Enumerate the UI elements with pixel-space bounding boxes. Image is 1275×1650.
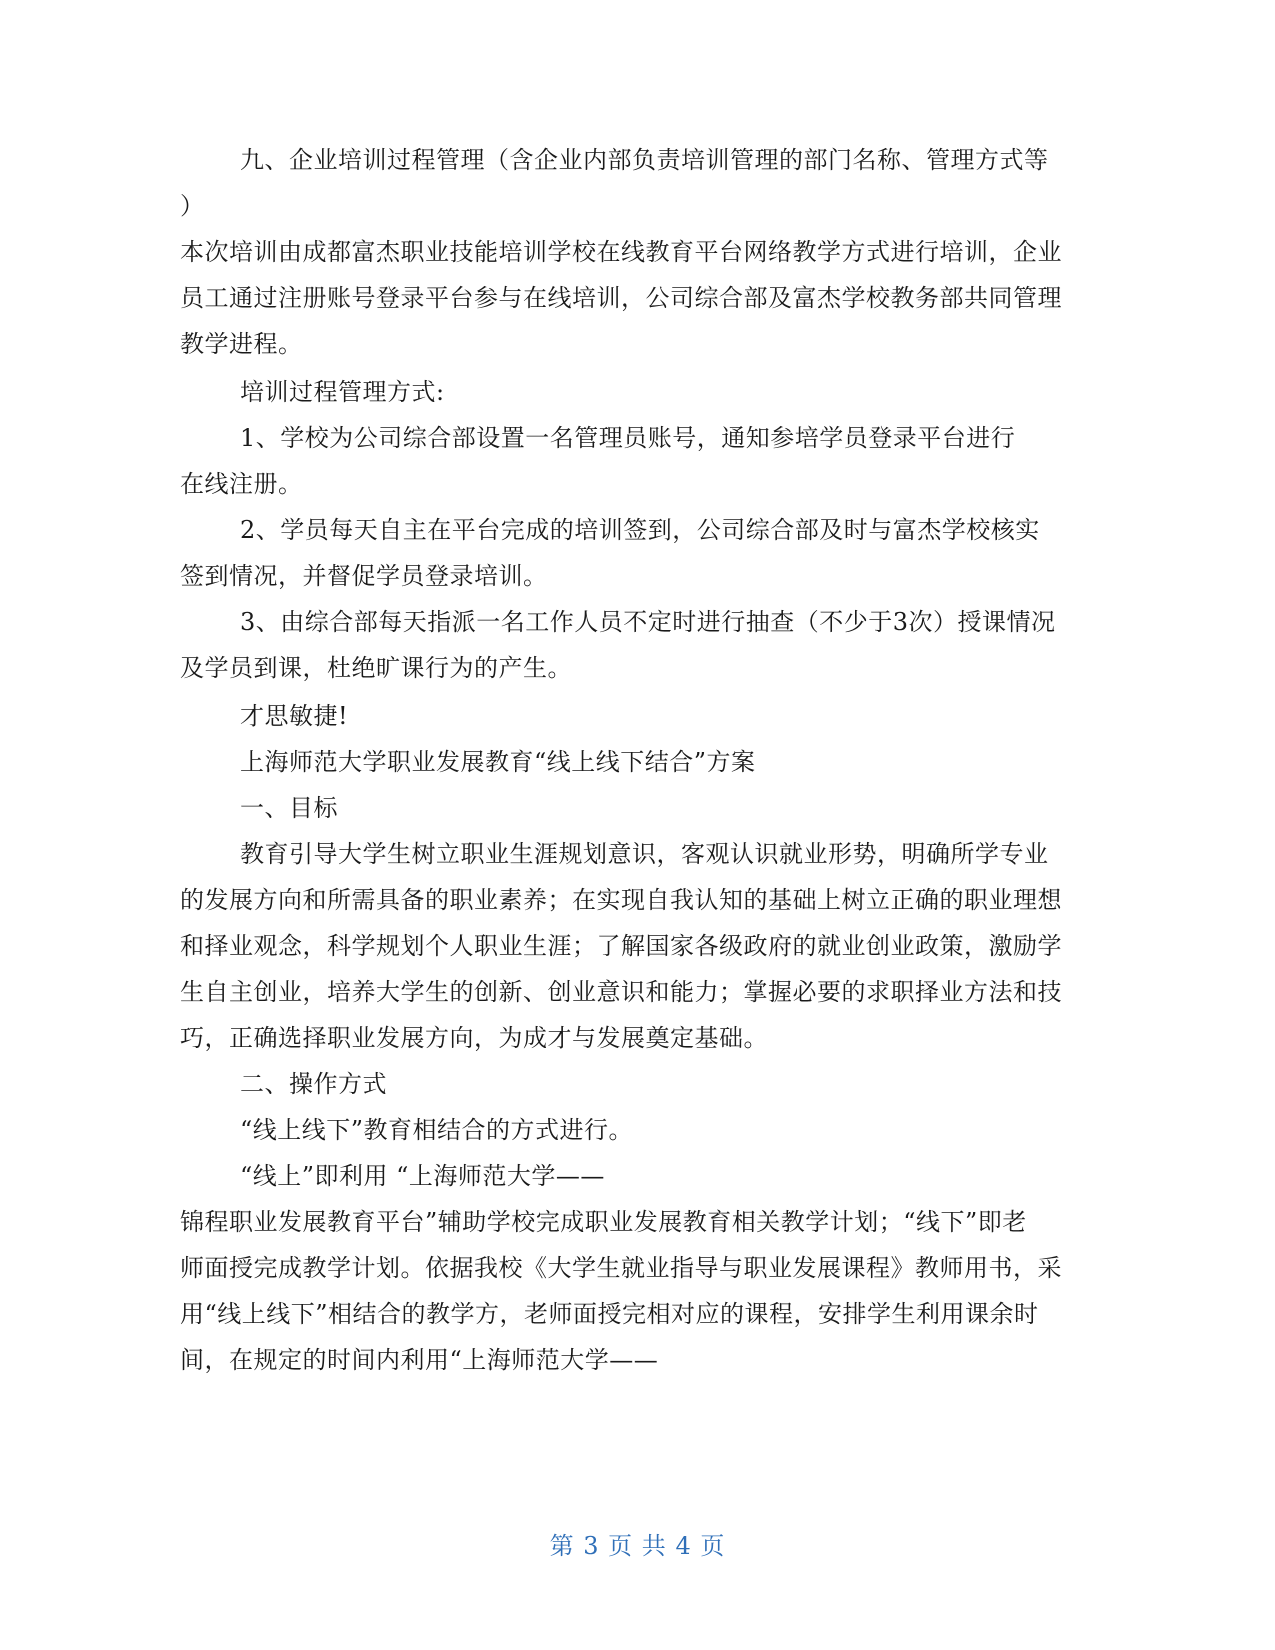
paragraph-line: 锦程职业发展教育平台”辅助学校完成职业发展教育相关教学计划；“线下”即老 [180, 1208, 1027, 1236]
list-item-2: 2、学员每天自主在平台完成的培训签到，公司综合部及时与富杰学校核实 [240, 516, 1040, 544]
paragraph-line: 的发展方向和所需具备的职业素养；在实现自我认知的基础上树立正确的职业理想 [180, 886, 1062, 914]
paragraph-line: 员工通过注册账号登录平台参与在线培训，公司综合部及富杰学校教务部共同管理 [180, 284, 1062, 312]
list-item-3-cont: 及学员到课，杜绝旷课行为的产生。 [180, 654, 572, 682]
list-item-1: 1、学校为公司综合部设置一名管理员账号，通知参培学员登录平台进行 [240, 424, 1016, 452]
paragraph-line: “线上”即利用 “上海师范大学—— [240, 1162, 605, 1190]
paragraph-line: 用“线上线下”相结合的教学方，老师面授完相对应的课程，安排学生利用课余时 [180, 1300, 1039, 1328]
heading-operation: 二、操作方式 [240, 1070, 387, 1098]
paragraph-line: 本次培训由成都富杰职业技能培训学校在线教育平台网络教学方式进行培训，企业 [180, 238, 1062, 266]
list-item-1-cont: 在线注册。 [180, 470, 303, 498]
paragraph-line: 教育引导大学生树立职业生涯规划意识，客观认识就业形势，明确所学专业 [240, 840, 1049, 868]
paragraph-line: 师面授完成教学计划。依据我校《大学生就业指导与职业发展课程》教师用书，采 [180, 1254, 1062, 1282]
subheading-management-method: 培训过程管理方式: [240, 378, 445, 406]
document-title: 上海师范大学职业发展教育“线上线下结合”方案 [240, 748, 756, 776]
paragraph-line: 巧，正确选择职业发展方向，为成才与发展奠定基础。 [180, 1024, 768, 1052]
page-number-footer: 第 3 页 共 4 页 [549, 1532, 726, 1560]
paragraph-line: 间，在规定的时间内利用“上海师范大学—— [180, 1346, 659, 1374]
heading-goal: 一、目标 [240, 794, 338, 822]
paragraph-line: 生自主创业，培养大学生的创新、创业意识和能力；掌握必要的求职择业方法和技 [180, 978, 1062, 1006]
tagline: 才思敏捷! [240, 702, 349, 730]
list-item-3: 3、由综合部每天指派一名工作人员不定时进行抽查（不少于3次）授课情况 [240, 608, 1056, 636]
paragraph-line: “线上线下”教育相结合的方式进行。 [240, 1116, 634, 1144]
paragraph-line: 和择业观念，科学规划个人职业生涯；了解国家各级政府的就业创业政策，激励学 [180, 932, 1062, 960]
paragraph-line: 教学进程。 [180, 330, 303, 358]
heading-section-nine: 九、企业培训过程管理（含企业内部负责培训管理的部门名称、管理方式等 [240, 146, 1049, 174]
list-item-2-cont: 签到情况，并督促学员登录培训。 [180, 562, 548, 590]
heading-section-nine-cont: ） [180, 192, 205, 220]
